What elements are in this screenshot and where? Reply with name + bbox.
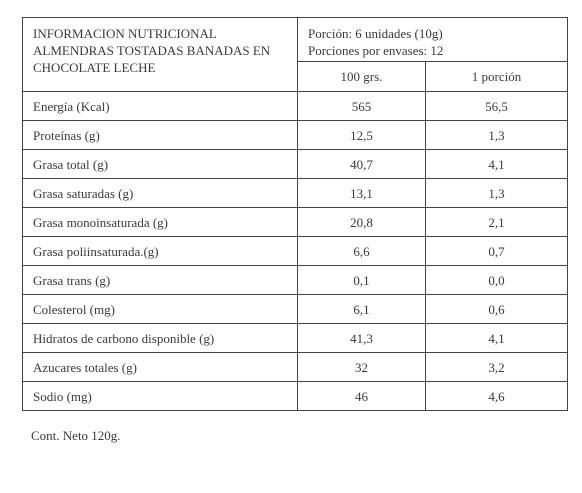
table-row	[23, 92, 568, 121]
net-content: Cont. Neto 120g.	[31, 428, 121, 443]
table-row	[23, 121, 568, 150]
value-per-portion: 0,0	[426, 266, 568, 295]
table-row	[23, 208, 568, 237]
table-row	[23, 237, 568, 266]
value-per-portion: 4,1	[426, 324, 568, 353]
nutrient-label: Grasa total (g)	[23, 150, 298, 179]
value-per-100g: 32	[298, 353, 426, 382]
value-per-100g: 41,3	[298, 324, 426, 353]
portion-size: Porción: 6 unidades (10g)	[308, 26, 443, 41]
value-per-100g: 0,1	[298, 266, 426, 295]
nutrient-label: Sodio (mg)	[23, 382, 298, 411]
nutrient-label: Colesterol (mg)	[23, 295, 298, 324]
table-row	[23, 324, 568, 353]
value-per-portion: 56,5	[426, 92, 568, 121]
value-per-portion: 1,3	[426, 121, 568, 150]
nutrient-label: Proteínas (g)	[23, 121, 298, 150]
portion-info	[298, 18, 568, 62]
value-per-100g: 6,1	[298, 295, 426, 324]
value-per-100g: 6,6	[298, 237, 426, 266]
value-per-100g: 13,1	[298, 179, 426, 208]
product-title-line-2: ALMENDRAS TOSTADAS BANADAS EN	[33, 43, 271, 58]
value-per-portion: 4,6	[426, 382, 568, 411]
product-title-line-3: CHOCOLATE LECHE	[33, 60, 156, 75]
value-per-100g: 565	[298, 92, 426, 121]
nutrient-label: Grasa poliinsaturada.(g)	[23, 237, 298, 266]
product-title-line-1: INFORMACION NUTRICIONAL	[33, 26, 217, 41]
col-header-portion: 1 porción	[426, 62, 568, 92]
table-header-row	[23, 18, 568, 62]
col-header-100g: 100 grs.	[298, 62, 426, 92]
table-row	[23, 266, 568, 295]
nutrient-label: Grasa monoinsaturada (g)	[23, 208, 298, 237]
table-row	[23, 295, 568, 324]
value-per-portion: 4,1	[426, 150, 568, 179]
nutrient-label: Grasa trans (g)	[23, 266, 298, 295]
value-per-portion: 1,3	[426, 179, 568, 208]
value-per-100g: 12,5	[298, 121, 426, 150]
value-per-100g: 46	[298, 382, 426, 411]
table-row	[23, 382, 568, 411]
table-row	[23, 353, 568, 382]
value-per-portion: 0,7	[426, 237, 568, 266]
nutrient-label: Hidratos de carbono disponible (g)	[23, 324, 298, 353]
value-per-100g: 20,8	[298, 208, 426, 237]
table-row	[23, 150, 568, 179]
portions-per-package: Porciones por envases: 12	[308, 43, 444, 58]
product-title	[23, 18, 298, 92]
nutrient-label: Energía (Kcal)	[23, 92, 298, 121]
value-per-100g: 40,7	[298, 150, 426, 179]
value-per-portion: 0,6	[426, 295, 568, 324]
nutrient-label: Grasa saturadas (g)	[23, 179, 298, 208]
nutrition-table	[22, 17, 568, 411]
value-per-portion: 3,2	[426, 353, 568, 382]
value-per-portion: 2,1	[426, 208, 568, 237]
nutrient-label: Azucares totales (g)	[23, 353, 298, 382]
table-row	[23, 179, 568, 208]
